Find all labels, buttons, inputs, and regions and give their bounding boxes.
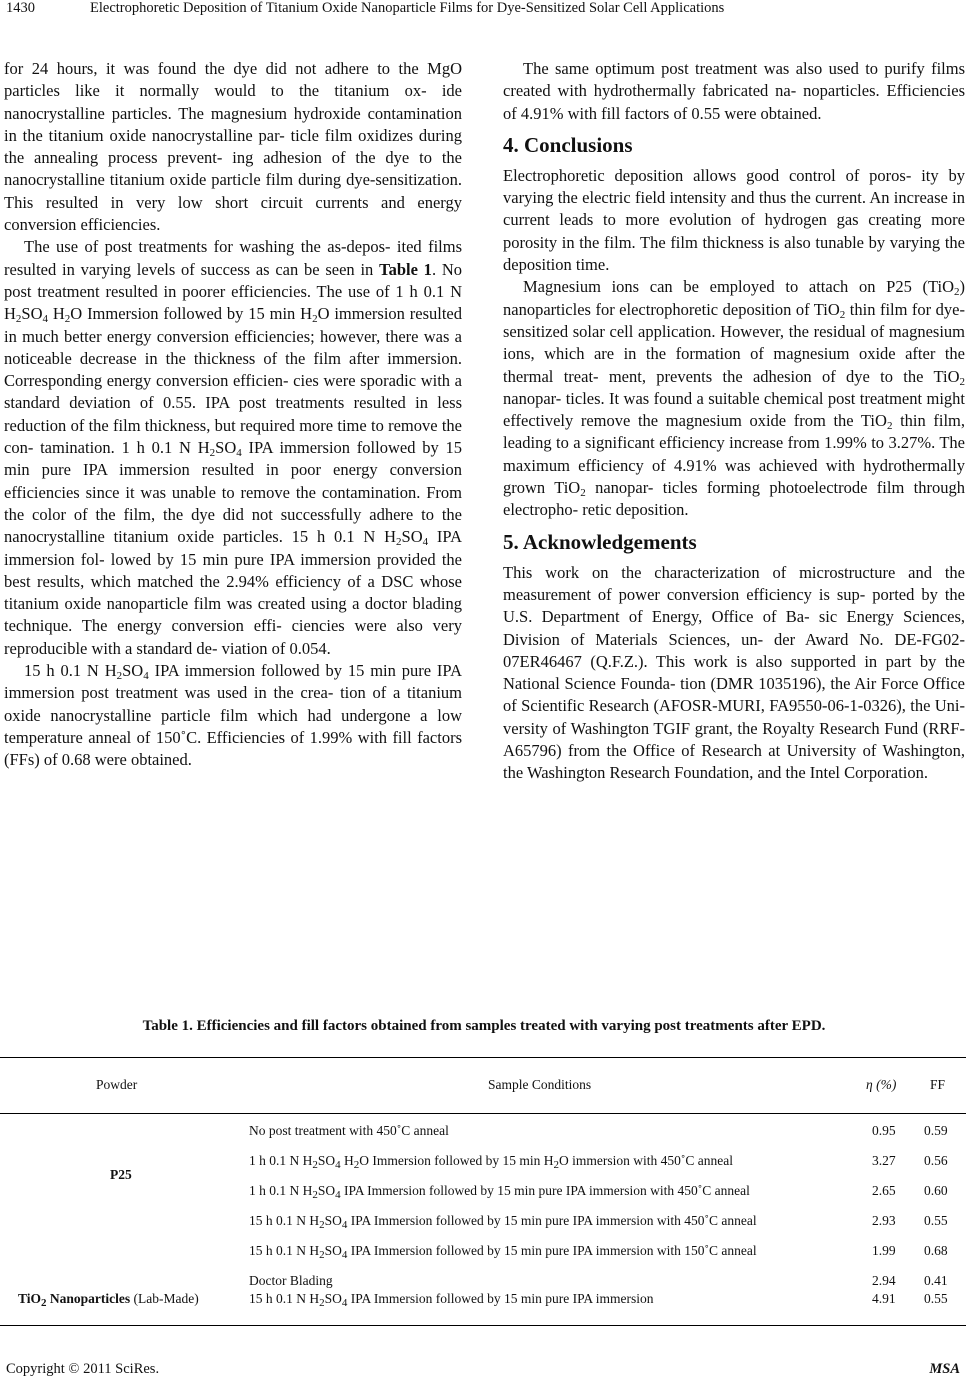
eta-cell: 2.94 bbox=[872, 1273, 896, 1288]
paragraph: Magnesium ions can be employed to attach on P25 (TiO$_2$) nanoparticles for electrophoretic deposition of TiO$_2$ thin film for dye-sensitized solar cell application. However, the residual of magnesium ions, which are in the formation of magnesium oxide after the thermal treat- ment, prevents the adhesion of dye to the TiO$_2$ nanopar- ticles. It was found a suitable chemical post treatment might effectively remove the magnesium oxide from the TiO$_2$ thin film, leading to a significant efficiency increase from 1.99% to 3.27%. The maximum efficiency of 4.91% was achieved with hydrothermally grown TiO$_2$ nanopar- ticles forming photoelectrode film through electropho- retic deposition. bbox=[503, 277, 965, 520]
ff-cell: 0.55 bbox=[924, 1291, 948, 1306]
table-bottom-rule bbox=[0, 1325, 966, 1326]
paragraph: This work on the characterization of microstructure and the measurement of power conversion efficiency is sup- ported by the U.S. Department of Energy, Office of Ba- sic Energy Sciences, Division of Materials Sciences, un- der Award No. DE-FG02-07ER46467 (Q.F.Z.). This work is also supported in part by the National Science Founda- tion (DMR 1035196), the Air Force Office of Scientific Research (AFOSR-MURI, FA9550-06-1-0326), the Uni- versity of Washington TGIF grant, the Royalty Research Fund (RRF-A65796) from the Office of Research at University of Washington, the Washington Research Foundation, and the Intel Corporation. bbox=[503, 562, 965, 783]
eta-cell: 0.95 bbox=[872, 1123, 896, 1138]
section-heading-conclusions: 4. Conclusions bbox=[503, 132, 633, 157]
col-header-conditions: Sample Conditions bbox=[488, 1077, 592, 1092]
conditions-cell: Doctor Blading bbox=[249, 1273, 333, 1288]
conditions-cell: 15 h 0.1 N $H_2SO_4$ IPA Immersion followed by 15 min pure IPA immersion bbox=[249, 1291, 654, 1309]
right-column bbox=[503, 58, 965, 785]
conditions-cell: 15 h 0.1 N $H_2SO_4$ IPA Immersion followed by 15 min pure IPA immersion with 150˚C anneal bbox=[249, 1243, 757, 1261]
powder-cell bbox=[18, 1291, 199, 1307]
copyright: Copyright © 2011 SciRes. bbox=[6, 1361, 160, 1377]
ff-cell: 0.60 bbox=[924, 1183, 948, 1198]
table-top-rule bbox=[0, 1057, 966, 1058]
eta-cell: 3.27 bbox=[872, 1153, 896, 1168]
ff-cell: 0.56 bbox=[924, 1153, 948, 1168]
paragraph: The use of post treatments for washing the as-depos- ited films resulted in varying levels of success as can be seen in Table 1. No post treatment resulted in poorer efficiencies. The use of 1 h 0.1 N $H_2SO_4$ $H_2O$ Immersion followed by 15 $\min H_2O$ immersion resulted in much better energy conversion efficiencies; however, there was a noticeable decrease in the thickness of the film after immersion. Corresponding energy conversion efficien- cies were sporadic with a standard deviation of 0.55. IPA post treatments resulted in less reduction of the film thickness, but required more time to remove the con- tamination. 1 h 0.1 N $H_2SO_4$ IPA immersion followed by 15 min pure IPA immersion resulted in poor energy conversion efficiencies since it was unable to remove the contamination. From the color of the film, the dye did not successfully adhere to the nanocrystalline titanium oxide particles. 15 h 0.1 N $H_2SO_4$ IPA immersion fol- lowed by 15 min pure IPA immersion provided the best results, which matched the 2.94% efficiency of a DSC whose titanium oxide nanoparticle film was created using a doctor blading technique. The energy conversion effi- ciencies were also very reproducible with a standard de- viation of 0.054. bbox=[4, 237, 463, 658]
table-row bbox=[0, 1243, 966, 1273]
left-column bbox=[4, 58, 462, 772]
table-caption: Table 1. Efficiencies and fill factors obtained from samples treated with varying post treatments after EPD. bbox=[142, 1018, 826, 1034]
page-header bbox=[0, 0, 968, 20]
ff-cell: 0.68 bbox=[924, 1243, 948, 1258]
table-row bbox=[0, 1291, 966, 1321]
powder-name: TiO$_2$ Nanoparticles bbox=[18, 1291, 131, 1309]
powder-group-label: P25 bbox=[110, 1167, 132, 1182]
conditions-cell: 1 h 0.1 N $H_2SO_4$ IPA Immersion followed by 15 min pure IPA immersion with 450˚C anneal bbox=[249, 1183, 750, 1201]
paragraph: for 24 hours, it was found the dye did not adhere to the MgO particles like it normally would to the titanium ox- ide nanocrystalline particles. The magnesium hydroxide contamination in the titanium oxide nanocrystalline par- ticle film oxidizes during the annealing process prevent- ing adhesion of the dye to the nanocrystalline titanium oxide particle film during dye-sensitization. This resulted in very low short circuit currents and energy conversion efficiencies. bbox=[4, 59, 462, 235]
ff-cell: 0.41 bbox=[924, 1273, 948, 1288]
col-header-powder: Powder bbox=[96, 1077, 138, 1092]
ff-cell: 0.55 bbox=[924, 1213, 948, 1228]
conditions-cell: No post treatment with 450˚C anneal bbox=[249, 1123, 449, 1138]
eta-cell: 2.93 bbox=[872, 1213, 896, 1228]
col-header-eta: η (%) bbox=[866, 1077, 897, 1092]
col-header-ff: FF bbox=[930, 1077, 946, 1092]
page-number: 1430 bbox=[6, 0, 35, 16]
table-row bbox=[0, 1213, 966, 1243]
table-row bbox=[0, 1183, 966, 1213]
powder-note: (Lab-Made) bbox=[130, 1291, 199, 1306]
table-row bbox=[0, 1123, 966, 1153]
eta-cell: 1.99 bbox=[872, 1243, 896, 1258]
table-row bbox=[0, 1153, 966, 1183]
journal-name: MSA bbox=[929, 1361, 960, 1377]
conditions-cell: 15 h 0.1 N $H_2SO_4$ IPA Immersion followed by 15 min pure IPA immersion with 450˚C anneal bbox=[249, 1213, 757, 1231]
eta-cell: 4.91 bbox=[872, 1291, 896, 1306]
table-header-rule bbox=[0, 1113, 966, 1114]
section-heading-acknowledgements: 5. Acknowledgements bbox=[503, 529, 697, 554]
eta-cell: 2.65 bbox=[872, 1183, 896, 1198]
paragraph: The same optimum post treatment was also used to purify films created with hydrothermally fabricated na- noparticles. Efficiencies of 4.91% with fill factors of 0.55 were obtained. bbox=[503, 59, 965, 123]
paragraph: Electrophoretic deposition allows good control of poros- ity by varying the electric field intensity and thus the current. An increase in current leads to more evolution of hydrogen gas creating more porosity in the film. The film thickness is also tunable by varying the deposition time. bbox=[503, 165, 965, 275]
running-title: Electrophoretic Deposition of Titanium Oxide Nanoparticle Films for Dye-Sensitized Solar Cell Applications bbox=[90, 0, 725, 16]
ff-cell: 0.59 bbox=[924, 1123, 948, 1138]
paragraph: 15 h 0.1 N $H_2SO_4$ IPA immersion followed by 15 min pure IPA immersion post treatment was used in the crea- tion of a titanium oxide nanocrystalline particle film which had undergone a low temperature anneal of 150˚C. Efficiencies of 1.99% with fill factors (FFs) of 0.68 were obtained. bbox=[4, 661, 462, 770]
conditions-cell: 1 h 0.1 N $H_2SO_4$ $H_2O$ Immersion followed by 15 $\min H_2O$ immersion with 450˚C anneal bbox=[249, 1153, 733, 1171]
